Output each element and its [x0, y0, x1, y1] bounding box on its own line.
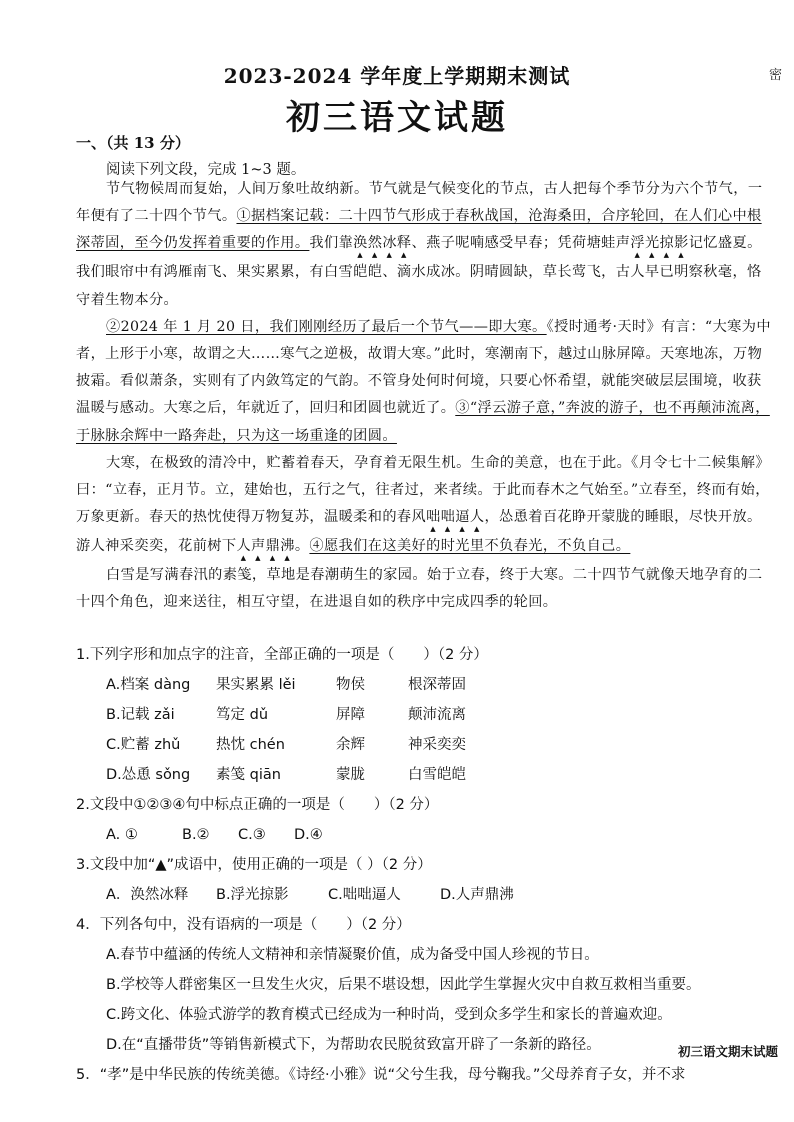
question-3-stem: 3.文段中加“▲”成语中，使用正确的一项是（ ）（2 分）: [76, 857, 432, 873]
question-4-option-c: C.跨文化、体验式游学的教育模式已经成为一种时尚，受到众多学生和家长的普遍欢迎。: [106, 1007, 672, 1023]
question-1-option-b: B.记载 zǎi 笃定 dǔ 屏障 颠沛流离: [106, 707, 466, 723]
sentence-2: ②2024 年 1 月 20 日，我们刚刚经历了最后一个节气——即大寒。: [106, 318, 547, 335]
question-4-option-a: A.春节中蕴涵的传统人文精神和亲情凝聚价值，成为备受中国人珍视的节日。: [106, 947, 599, 963]
question-1-stem: 1.下列字形和加点字的注音，全部正确的一项是（ ）（2 分）: [76, 647, 488, 663]
question-2-stem: 2.文段中①②③④句中标点正确的一项是（ ）（2 分）: [76, 797, 439, 813]
idiom-3: 咄咄逼人: [426, 509, 485, 526]
margin-seal-mark: 密: [768, 68, 782, 83]
section-instruction: 阅读下列文段，完成 1~3 题。: [106, 162, 306, 178]
question-1-option-a: A.档案 dàng 果实累累 lěi 物侯 根深蒂固: [106, 677, 466, 693]
question-1-option-c: C.贮蓄 zhǔ 热忱 chén 余辉 神采奕奕: [106, 737, 466, 753]
page-footer: 初三语文期末试题: [677, 1044, 778, 1059]
passage-paragraph-4: 白雪是写满春汛的素笺，草地是春潮萌生的家园。始于立春，终于大寒。二十四节气就像天地孕育的二十四个角色，迎来送往，相互守望，在进退自如的秩序中完成四季的轮回。: [76, 567, 763, 611]
question-4-stem: 4．下列各句中，没有语病的一项是（ ）（2 分）: [76, 917, 411, 933]
question-4-option-b: B.学校等人群密集区一旦发生火灾，后果不堪设想，因此学生掌握火灾中自救互救相当重要。: [106, 977, 701, 993]
question-5-stem: 5．“孝”是中华民族的传统美德。《诗经·小雅》说“父兮生我，母兮鞠我。”父母养育子女，并不求: [76, 1067, 686, 1083]
passage-paragraph-2: ②2024 年 1 月 20 日，我们刚刚经历了最后一个节气——即大寒。《授时通考·天时》有言：“大寒为中者，上形于小寒，故谓之大……寒气之逆极，故谓大寒。”此时，寒潮南下，越过山脉屏障。天寒地冻，万物披霜。看似萧条，实则有了内敛笃定的气韵。不管身处何时何境，只要心怀希望，就能突破层层围境，收获温暖与感动。大寒之后，年就近了，回归和团圆也就近了。③“浮云游子意，”奔波的游子，也不再颠沛流离，于脉脉余辉中一路奔赴，只为这一场重逢的团圆。: [76, 318, 771, 444]
idiom-4: 人声鼎沸: [236, 538, 295, 555]
passage-paragraph-1: 节气物候周而复始，人间万象吐故纳新。节气就是气候变化的节点，古人把每个季节分为六个节气，一年便有了二十四个节气。①据档案记载：二十四节气形成于春秋战国，沧海桑田，合序轮回，在人们心中根深蒂固，至今仍发挥着重要的作用。我们靠涣然冰释、燕子呢喃感受早春；凭荷塘蛙声浮光掠影记忆盛夏。我们眼帘中有鸿雁南飞、果实累累，有白雪皑皑、滴水成冰。阴晴圆缺，草长莺飞，古人早已明察秋毫，恪守着生物本分。: [76, 181, 763, 308]
sentence-3: ③“浮云游子意，”奔波的游子，也不再颠沛流离，于脉脉余辉中一路奔赴，只为这一场重逢的团圆。: [76, 400, 770, 444]
question-4-option-d: D.在“直播带货”等销售新模式下，为帮助农民脱贫致富开辟了一条新的路径。: [106, 1037, 601, 1053]
reading-passage: [76, 176, 776, 617]
question-2-options: A. ① B.② C.③ D.④: [106, 827, 323, 843]
question-list: [76, 640, 780, 1090]
idiom-2: 浮光掠影: [630, 235, 689, 252]
sentence-1: ①据档案记载：二十四节气形成于春秋战国，沧海桑田，合序轮回，在人们心中根深蒂固，至今仍发挥着重要的作用。: [76, 208, 762, 252]
passage-paragraph-3: 大寒，在极致的清冷中，贮蓄着春天，孕育着无限生机。生命的美意，也在于此。《月令七十二候集解》曰：“立春，正月节。立，建始也，五行之气，往者过，来者续。于此而春木之气始至。”立春至，终而有始，万象更新。春天的热忱使得万物复苏，温暖柔和的春风咄咄逼人，怂恿着百花睁开蒙胧的睡眼，尽快开放。游人神采奕奕，花前树下人声鼎沸。④愿我们在这美好的时光里不负春光，不负自己。: [76, 454, 770, 555]
question-3-options: A．涣然冰释 B.浮光掠影 C.咄咄逼人 D.人声鼎沸: [106, 887, 514, 903]
sentence-4: ④愿我们在这美好的时光里不负春光，不负自己。: [309, 538, 631, 555]
subject-title: 初三语文试题: [286, 98, 508, 138]
section-heading: 一、（共 13 分）: [76, 134, 190, 152]
exam-title: 2023-2024 学年度上学期期末测试: [223, 64, 571, 88]
question-1-option-d: D.怂恿 sǒng 素笺 qiān 蒙胧 白雪皑皑: [106, 767, 466, 783]
idiom-1: 涣然冰释: [353, 235, 412, 252]
